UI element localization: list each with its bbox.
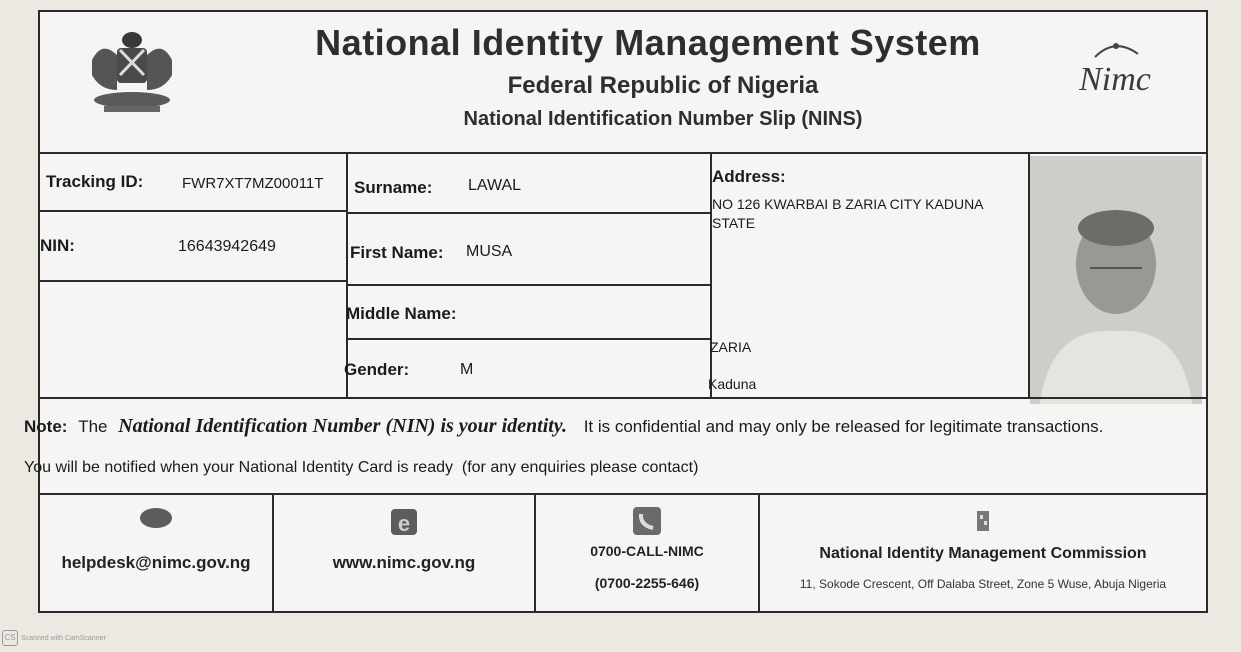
republic-subtitle: Federal Republic of Nigeria (507, 72, 819, 99)
phone-cell (536, 495, 758, 613)
scanner-text: Scanned with CamScanner (21, 635, 106, 642)
email-cell (40, 495, 272, 613)
commission-name: National Identity Management Commission (819, 545, 1147, 562)
website-cell (274, 495, 534, 613)
note-label: Note: (24, 417, 68, 436)
address-line: STATE (712, 215, 756, 231)
slip-header (40, 12, 1206, 154)
gender-value: M (460, 361, 474, 378)
address-state: Kaduna (708, 376, 757, 392)
note-the: The (78, 417, 108, 436)
nin-slip (24, 10, 1208, 613)
nin-label: NIN: (40, 236, 75, 255)
phone-icon (631, 505, 663, 537)
camscanner-badge: CS (2, 630, 18, 646)
middle-name-label: Middle Name: (346, 304, 457, 323)
address-label: Address: (712, 167, 786, 186)
slip-title: National Identification Number Slip (NINS) (463, 108, 863, 130)
building-icon (971, 505, 995, 535)
email-icon (136, 505, 176, 531)
surname-value: LAWAL (468, 177, 522, 194)
commission-address: 11, Sokode Crescent, Off Dalaba Street, Zone 5 Wuse, Abuja Nigeria (799, 577, 1167, 591)
grid-divider (346, 338, 710, 340)
holder-photo (1030, 156, 1202, 404)
tracking-id-label: Tracking ID: (46, 172, 144, 191)
grid-divider (710, 152, 712, 397)
website-link[interactable]: www.nimc.gov.ng (332, 553, 476, 572)
globe-icon (387, 505, 421, 539)
nimc-logo-text: Nimc (1079, 61, 1151, 98)
gender-label: Gender: (344, 360, 410, 379)
surname-label: Surname: (354, 178, 433, 197)
contact-footer (40, 495, 1206, 613)
first-name-value: MUSA (466, 243, 513, 260)
system-title: National Identity Management System (315, 22, 981, 63)
nin-value: 16643942649 (178, 238, 276, 255)
grid-divider (40, 210, 346, 212)
first-name-label: First Name: (350, 243, 444, 262)
address-line: NO 126 KWARBAI B ZARIA CITY KADUNA (712, 196, 984, 212)
scanner-watermark (2, 630, 106, 646)
grid-divider (40, 280, 346, 282)
note-rest: It is confidential and may only be released for legitimate transactions. (583, 417, 1104, 436)
grid-divider (346, 212, 710, 214)
note-section (24, 397, 1206, 495)
nimc-logo-icon (1060, 32, 1170, 112)
office-cell (760, 495, 1206, 613)
svg-text:e: e (397, 511, 411, 536)
helpdesk-email[interactable]: helpdesk@nimc.gov.ng (61, 553, 251, 572)
note-emphasis: National Identification Number (NIN) is your identity. (118, 415, 567, 437)
tracking-id-value: FWR7XT7MZ00011T (182, 175, 324, 192)
note-line2: You will be notified when your National Identity Card is ready (for any enquiries please contact) (24, 459, 699, 476)
phone-number: 0700-CALL-NIMC (590, 543, 704, 559)
phone-digits: (0700-2255-646) (594, 575, 700, 591)
grid-divider (346, 284, 710, 286)
address-city: ZARIA (710, 339, 752, 355)
